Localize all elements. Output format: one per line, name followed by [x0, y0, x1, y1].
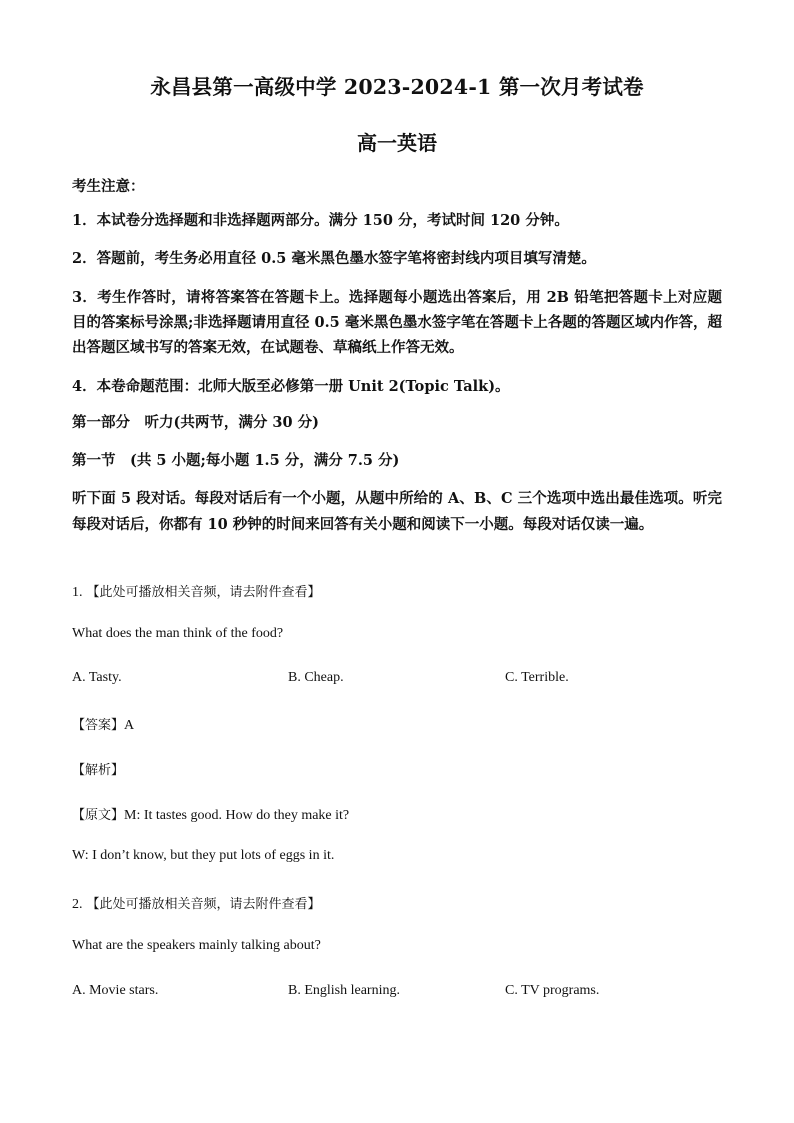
audio-note[interactable]: 【此处可播放相关音频，请去附件查看】	[86, 897, 321, 912]
question-2-option-c: C. TV programs.	[505, 983, 600, 998]
question-1-option-a: A. Tasty.	[72, 670, 122, 685]
audio-note[interactable]: 【此处可播放相关音频，请去附件查看】	[86, 585, 321, 600]
section1-heading: 第一节 (共 5 小题;每小题 1.5 分，满分 7.5 分)	[72, 452, 400, 469]
question-number: 2.	[72, 897, 83, 912]
transcript-text: M: It tastes good. How do they make it?	[124, 808, 350, 823]
part1-heading: 第一部分 听力(共两节，满分 30 分)	[72, 414, 319, 431]
question-1-option-c: C. Terrible.	[505, 670, 569, 685]
notice-item-3: 3．考生作答时，请将答案答在答题卡上。选择题每小题选出答案后，用 2B 铅笔把答题卡上对应题目的答案标号涂黑;非选择题请用直径 0.5 毫米黑色墨水签字笔在答题卡上各题的答题区域内作答，超出答题区域书写的答案无效，在试题卷、草稿纸上作答无效。	[72, 289, 722, 356]
transcript-label: 【原文】	[72, 808, 125, 823]
notice-item-4: 4．本卷命题范围：北师大版至必修第一册 Unit 2(Topic Talk)。	[72, 378, 510, 395]
analysis-label: 【解析】	[72, 763, 125, 778]
transcript-line-1	[72, 804, 349, 824]
notice-item-1: 1．本试卷分选择题和非选择题两部分。满分 150 分，考试时间 120 分钟。	[72, 212, 569, 229]
question-2-option-b: B. English learning.	[288, 983, 400, 998]
question-number: 1.	[72, 585, 83, 600]
exam-title: 永昌县第一高级中学 2023-2024-1 第一次月考试卷	[150, 75, 644, 99]
question-1-text: What does the man think of the food?	[72, 626, 284, 641]
question-2-option-a: A. Movie stars.	[72, 983, 159, 998]
answer-value: A	[124, 718, 135, 733]
question-2-text: What are the speakers mainly talking about?	[72, 938, 321, 953]
question-1-answer	[72, 714, 134, 734]
question-2-audio	[72, 893, 321, 913]
exam-subtitle: 高一英语	[357, 131, 437, 155]
question-1-option-b: B. Cheap.	[288, 670, 344, 685]
notice-item-2: 2．答题前，考生务必用直径 0.5 毫米黑色墨水签字笔将密封线内项目填写清楚。	[72, 250, 596, 267]
listening-instructions: 听下面 5 段对话。每段对话后有一个小题，从题中所给的 A、B、C 三个选项中选出最佳选项。听完每段对话后，你都有 10 秒钟的时间来回答有关小题和阅读下一小题。每段对话仅读一遍。	[72, 490, 722, 533]
transcript-line-2: W: I don’t know, but they put lots of eggs in it.	[72, 848, 335, 863]
answer-label: 【答案】	[72, 718, 125, 733]
question-1-audio	[72, 581, 321, 601]
notice-heading: 考生注意：	[72, 178, 145, 195]
